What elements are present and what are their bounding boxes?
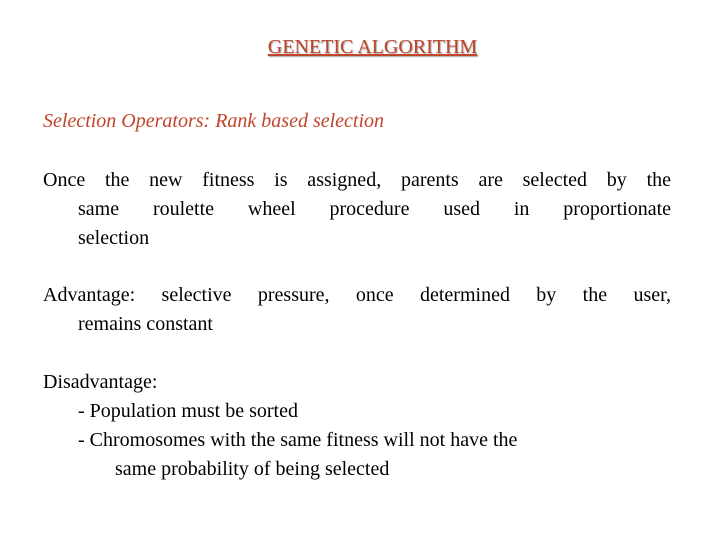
- section-subtitle: Selection Operators: Rank based selection: [43, 110, 385, 132]
- paragraph-line: same roulette wheel procedure used in proportionate: [78, 198, 671, 220]
- disadvantage-heading: Disadvantage:: [43, 371, 158, 393]
- list-item: - Chromosomes with the same fitness will not have the: [78, 429, 518, 451]
- list-item-continuation: same probability of being selected: [115, 458, 390, 480]
- paragraph-line: Advantage: selective pressure, once determined by the user,: [43, 284, 671, 306]
- list-item: - Population must be sorted: [78, 400, 298, 422]
- paragraph-advantage: [43, 281, 671, 339]
- paragraph-disadvantage: [43, 368, 671, 484]
- paragraph-line: selection: [78, 227, 150, 249]
- paragraph-selection-procedure: [43, 166, 671, 253]
- paragraph-line: Once the new fitness is assigned, parents are selected by the: [43, 169, 671, 191]
- paragraph-line: remains constant: [78, 313, 213, 335]
- slide-title: GENETIC ALGORITHM: [267, 36, 478, 58]
